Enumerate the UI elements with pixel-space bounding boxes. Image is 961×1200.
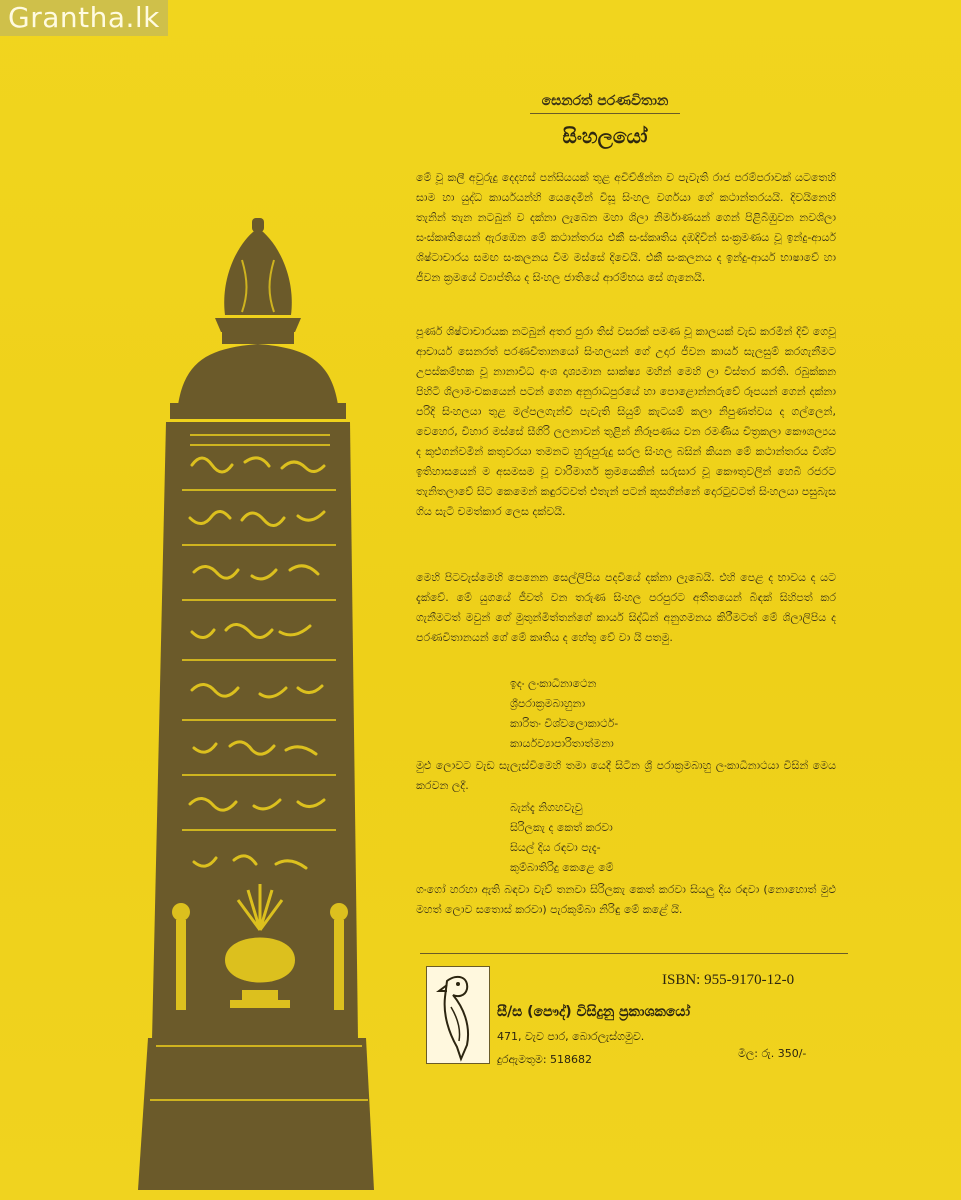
stone-pillar-inscription-icon xyxy=(130,200,390,1190)
author-name: සෙනරත් පරණවිතාන xyxy=(530,93,680,114)
blurb-paragraph-2: පූර්ණ ශිෂ්ටාචාරයක නටබුන් අතර පුරා තිස් වසරක් පමණ වූ කාලයක් වැඩ කරමින් දිවි ගෙවූ ආචාර්ය සෙනරත් පරණවිතානයෝ සිංහලයන් ගේ උදාර ජීවන කාර්ය සැලසුම් කරගැනීමට උපස්කම්භක වූ නානාවිධ අංශ දෘශ්‍යමාන සාක්ෂ්‍ය මහින් මෙහි ලා විස්තර කරති. රබුක්කන පිහිටි ශිලාමංචකයෙන් පටන් ගෙන අනුරාධපුරයේ හා පොළොන්නරුවේ රූපයන් ගෙන් දක්නා පරිදි සිංහලයා තුළ මල්පලගැන්වී පැවැති සියුම් කැටයම් කලා නිපුණත්වය ද ගල්ලෙන්, වෙහෙර, විහාර මස්සේ සීගිරි ලලනාවන් තුළින් නිරූපණය වන රමණීය චිත්‍රකලා කෞශල්‍යය ද කුළුගන්වමින් කතුවරයා තමනට හුරුපුරුදු සරල සිංහල බසින් කියන මේ කථාන්තරය විශ්ව ඉතිහාසයෙන් ම අසමසම වූ වාරිමාර්ග ක්‍රමයෙකින් සරුසාර වූ කෞතුවලින් හෙබි රජරට තැනිතලාවේ සිට කෙමෙන් කඳුරටවත් එතැන් පටන් කුසගින්නේ දොරටුවටත් සිංහලයා පසුබැස ගිය සැටි චමත්කාර ලෙස දක්වයි. xyxy=(416,325,836,518)
verse-translation: මුළු ලොවට වැඩ සැලැස්වීමෙහි තමා යෙදී සිටින ශ්‍රී පරාක්‍රමබාහු ලංකාධිනාථයා විසින් මෙය කරවන ලදී. xyxy=(416,759,836,792)
verse-line: ඉදං ලංකාධිනාථෙන xyxy=(510,677,597,690)
publisher-name: සී/ස (පෞද්) විසිදුනු ප්‍රකාශකයෝ xyxy=(497,1004,691,1020)
parrot-logo-icon xyxy=(426,966,490,1064)
sinhala-verse xyxy=(510,798,810,878)
sanskrit-verse xyxy=(510,674,810,754)
blurb-paragraph-3: මෙහි පිටවැස්මෙහි පෙනෙන සෙල්ලිපිය පදවියේ දක්නා ලැබෙයි. එහි පෙළ ද භාවය ද යට දැක්වේ. මේ යුගයේ ජීවත් වන තරුණ සිංහල පරපුරට අතීතයෙන් බිඳක් සිහිපත් කර ගැනීමටත් මවුන් ගේ මුතුන්මිත්තන්ගේ කාර්ය සිද්ධීන් අනුගමනය කිරීමටත් මේ ශිලාලිපිය ද පරණවිතානයන් ගේ මේ කෘතිය ද හේතු වේ වා යි පතමු. xyxy=(416,571,836,644)
blurb-paragraph-1: මේ වූ කලී අවුරුදු දෙදහස් පන්සියයක් තුළ අවිච්ඡින්න ව පැවැති රාජ පරම්පරාවක් යටතෙහි සාම හා යුද්ධ කාර්යයන්හි යෙදෙමින් විසූ සිංහල වර්ගයා ගේ කථාන්තරයයි. දිවයිනෙහි තැනින් තැන නටබුන් ව දක්නා ලැබෙන මහා ශිලා නිර්මාණයන් ගෙන් පිළිබිඹුවන නවශිලා සංස්කෘතියෙන් ඇරඹෙන මේ කථාන්තරය එකී සංස්කෘතිය දඹදිවින් සංක්‍රමණය වූ ඉන්දු-ආර්ය ශිෂ්ටාචාරය සමඟ සංකලනය වීම මස්සේ දිවෙයි. එකී සංකලනය ද ඉන්දු-ආර්ය භාෂාවේ හා ජීවන ක්‍රමයේ ව්‍යාප්තිය ද සිංහල ජාතියේ ආරම්භය සේ ගැනෙයි. xyxy=(416,171,836,284)
verse-line: කාර්යව්‍යාපාරිතාත්මනා xyxy=(510,737,614,750)
book-title: සිංහලයෝ xyxy=(562,124,648,148)
verse-line: සියල් දිය රඳවා පැදැ- xyxy=(510,841,601,854)
divider xyxy=(420,953,848,954)
verse-line: සිරිලකැ ද කෙත් කරවා xyxy=(510,821,613,834)
closing-paragraph: ගංගෝ හරහා ඇති බඳවා වැව් තනවා සිරිලකැ කෙත් කරවා සියලු දිය රඳවා (නොහොත් මුළු මහත් ලොව සතොස් කරවා) පැරකුම්බා නිරිඳු මේ කළේ යි. xyxy=(416,883,836,916)
isbn: ISBN: 955-9170-12-0 xyxy=(662,972,795,988)
publisher-phone: දුරඇමතුම: 518682 xyxy=(497,1053,593,1066)
site-watermark[interactable]: Grantha.lk xyxy=(0,0,168,36)
verse-line: කුම්බාතිරිදු කෙළෙ මේ xyxy=(510,861,614,874)
verse-line: බැන්දැ නිගහවැවු xyxy=(510,801,583,814)
verse-line: ශ්‍රීපරාක්‍රමබාහුනා xyxy=(510,697,586,710)
verse-line: කාරිතං විශ්වලොකාර්ථ- xyxy=(510,717,619,730)
price: මිල: රු. 350/- xyxy=(738,1047,807,1060)
publisher-address: 471, වැව පාර, බොරලැස්ගමුව. xyxy=(497,1030,645,1043)
